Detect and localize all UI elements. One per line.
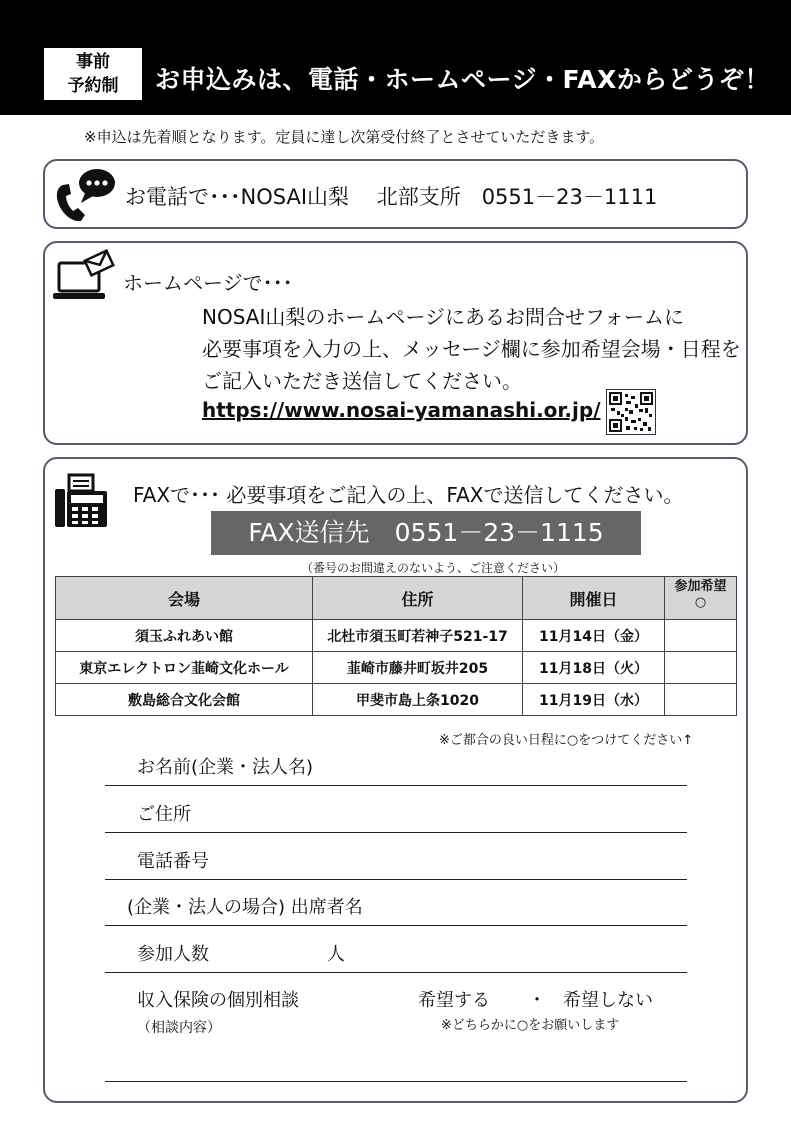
- table-header-row: [56, 577, 737, 620]
- address-cell: 甲斐市島上条1020: [313, 684, 523, 716]
- web-label: ホームページで･･･: [123, 271, 293, 295]
- col-participation: [665, 577, 737, 620]
- venue-table: [55, 576, 737, 716]
- tel-field[interactable]: [105, 879, 687, 880]
- date-cell: 11月14日（金）: [523, 620, 665, 652]
- option-no[interactable]: 希望しない: [563, 990, 653, 1011]
- phone-section: [43, 159, 748, 229]
- badge-line2: 予約制: [67, 76, 119, 96]
- laptop-mail-icon: [51, 249, 117, 305]
- headline: お申込みは、電話・ホームページ・FAXからどうぞ！: [155, 65, 770, 94]
- count-unit: 人: [327, 944, 345, 965]
- fax-intro: FAXで･･･ 必要事項をご記入の上、FAXで送信してください。: [133, 483, 684, 507]
- table-row: [56, 652, 737, 684]
- address-label: ご住所: [137, 804, 191, 825]
- col-address: 住所: [313, 577, 523, 620]
- table-row: [56, 620, 737, 652]
- name-field[interactable]: [105, 785, 687, 786]
- count-field[interactable]: [105, 972, 687, 973]
- web-line3: ご記入いただき送信してください。: [202, 369, 522, 393]
- venue-cell: 東京エレクトロン韮崎文化ホール: [56, 652, 313, 684]
- name-label: お名前(企業・法人名): [137, 757, 314, 778]
- address-cell: 韮崎市藤井町坂井205: [313, 652, 523, 684]
- option-separator: ・: [528, 990, 546, 1011]
- website-link[interactable]: https://www.nosai-yamanashi.or.jp/: [202, 398, 601, 422]
- col-venue: 会場: [56, 577, 313, 620]
- fax-machine-icon: [53, 473, 111, 529]
- consult-field[interactable]: [105, 1081, 687, 1082]
- qr-code-icon: [606, 389, 656, 435]
- header-banner: [0, 0, 791, 115]
- phone-text: お電話で･･･NOSAI山梨 北部支所 0551－23－1111: [125, 185, 658, 209]
- tel-label: 電話番号: [137, 851, 209, 872]
- count-label: 参加人数: [137, 944, 209, 965]
- notice-text: ※申込は先着順となります。定員に達し次第受付終了とさせていただきます。: [84, 128, 605, 146]
- date-cell: 11月19日（水）: [523, 684, 665, 716]
- web-line1: NOSAI山梨のホームページにあるお問合せフォームに: [202, 305, 684, 329]
- address-field[interactable]: [105, 832, 687, 833]
- reservation-badge: [44, 48, 142, 100]
- web-section: [43, 241, 748, 445]
- attendee-field[interactable]: [105, 925, 687, 926]
- participation-cell[interactable]: [665, 620, 737, 652]
- venue-cell: 須玉ふれあい館: [56, 620, 313, 652]
- attendee-label: (企業・法人の場合) 出席者名: [127, 897, 363, 918]
- col-date: 開催日: [523, 577, 665, 620]
- consult-label: 収入保険の個別相談: [137, 990, 299, 1011]
- col-participation-mark: ○: [694, 595, 707, 610]
- participation-cell[interactable]: [665, 684, 737, 716]
- venue-cell: 敷島総合文化会館: [56, 684, 313, 716]
- web-line2: 必要事項を入力の上、メッセージ欄に参加希望会場・日程を: [202, 337, 741, 361]
- fax-section: [43, 457, 748, 1103]
- phone-chat-icon: [51, 165, 119, 225]
- col-participation-label: 参加希望: [674, 579, 727, 594]
- badge-line1: 事前: [76, 52, 110, 72]
- table-row: [56, 684, 737, 716]
- option-yes[interactable]: 希望する: [418, 990, 490, 1011]
- address-cell: 北杜市須玉町若神子521-17: [313, 620, 523, 652]
- option-note: ※どちらかに○をお願いします: [441, 1018, 620, 1033]
- fax-destination: FAX送信先 0551－23－1115: [211, 511, 641, 555]
- consult-sub: （相談内容）: [137, 1020, 221, 1036]
- participation-cell[interactable]: [665, 652, 737, 684]
- fax-caution: （番号のお間違えのないよう、ご注意ください）: [301, 561, 566, 575]
- date-cell: 11月18日（火）: [523, 652, 665, 684]
- check-note: ※ご都合の良い日程に○をつけてください↑: [439, 733, 694, 748]
